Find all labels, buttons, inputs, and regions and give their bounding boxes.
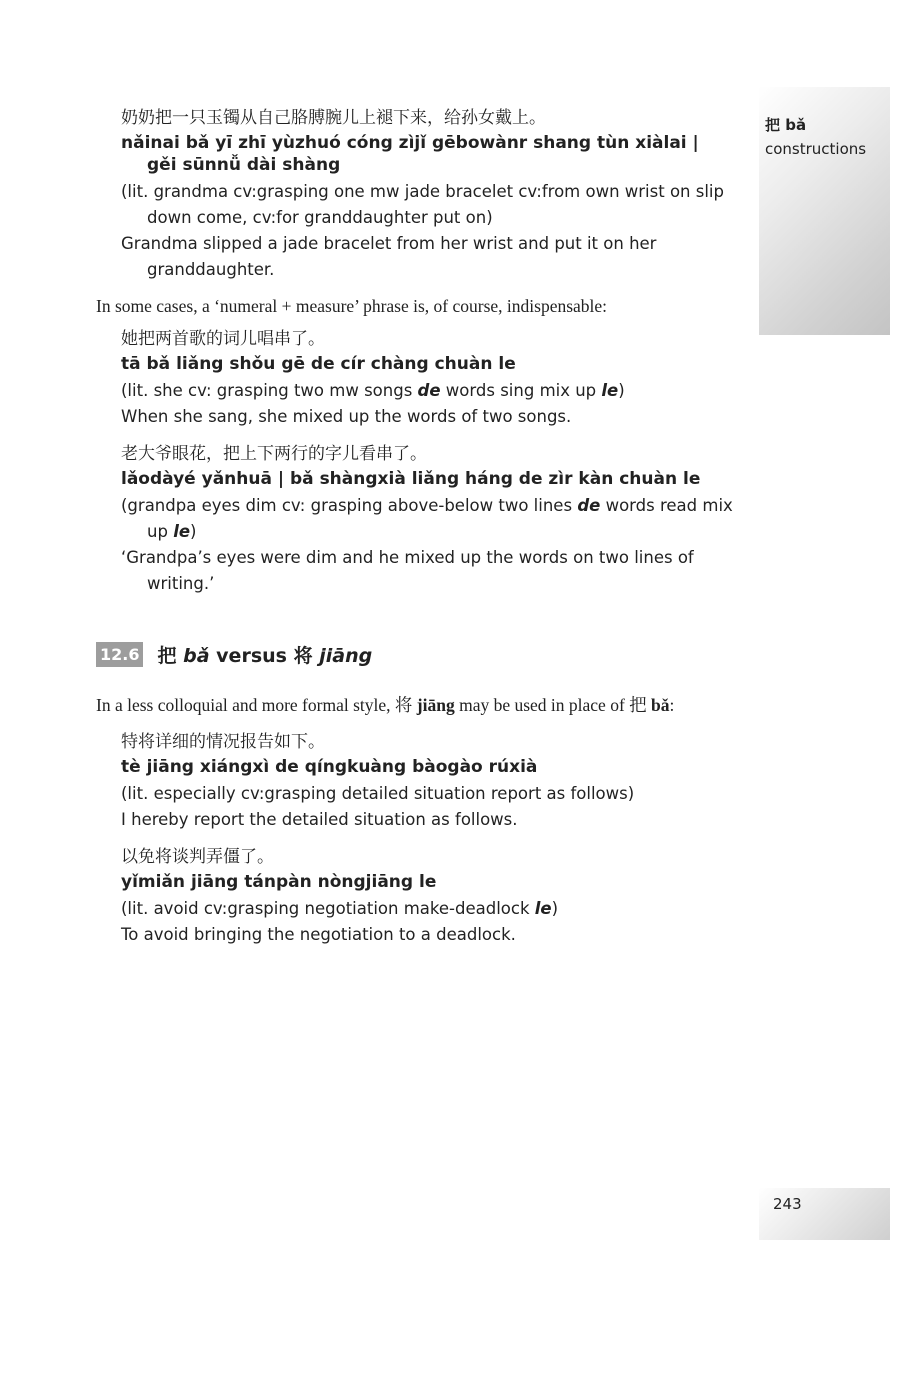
- example-grandma-bracelet: [121, 104, 738, 283]
- example-pinyin: tè jiāng xiángxì de qíngkuàng bàogào rúxià: [121, 757, 538, 777]
- example-literal: (lit. especially cv:grasping detailed situation report as follows): [121, 784, 635, 803]
- pinyin-line-1: nǎinai bǎ yī zhī yùzhuó cóng zìjǐ gēbowànr shang tùn xiàlai |: [121, 133, 699, 153]
- example-report-situation: [121, 728, 738, 833]
- pinyin-line-2: gěi sūnnǚ dài shàng: [147, 155, 341, 175]
- example-translation: Grandma slipped a jade bracelet from her wrist and put it on her granddaughter.: [121, 234, 657, 279]
- title-versus: versus: [216, 645, 287, 667]
- section-number: 12.6: [96, 642, 143, 667]
- example-chinese: 老大爷眼花，把上下两行的字儿看串了。: [121, 444, 427, 464]
- title-py-jiang: jiāng: [319, 645, 373, 667]
- page-number: 243: [773, 1195, 802, 1213]
- literal-part: words read mix up: [147, 496, 733, 541]
- example-pinyin: tā bǎ liǎng shǒu gē de cír chàng chuàn le: [121, 354, 516, 374]
- section-title: [157, 641, 372, 668]
- main-content: [96, 104, 738, 948]
- title-zh-jiang: 将: [293, 645, 313, 667]
- side-tab-label: constructions: [765, 140, 867, 158]
- example-translation: To avoid bringing the negotiation to a deadlock.: [121, 925, 516, 944]
- example-chinese: 她把两首歌的词儿唱串了。: [121, 329, 325, 349]
- literal-part: ): [190, 522, 197, 541]
- literal-le: le: [173, 522, 191, 541]
- literal-part: ): [551, 899, 559, 918]
- paragraph-jiang-formal: [96, 692, 738, 718]
- literal-de: de: [577, 496, 601, 515]
- literal-part: (grandpa eyes dim cv: grasping above-below two lines: [121, 496, 578, 515]
- section-heading: [96, 641, 738, 668]
- para-part: In a less colloquial and more formal style, 将: [96, 695, 417, 715]
- example-two-songs: [121, 325, 738, 430]
- example-translation: When she sang, she mixed up the words of two songs.: [121, 407, 572, 426]
- literal-le: le: [601, 381, 619, 400]
- example-literal: [121, 493, 738, 545]
- example-chinese: 奶奶把一只玉镯从自己胳膊腕儿上褪下来，给孙女戴上。: [121, 108, 546, 128]
- example-literal: [121, 378, 738, 404]
- example-translation: I hereby report the detailed situation as follows.: [121, 810, 518, 829]
- para-jiang: jiāng: [416, 695, 455, 715]
- page-number-box: [759, 1188, 890, 1240]
- example-pinyin: yǐmiǎn jiāng tánpàn nòngjiāng le: [121, 872, 437, 892]
- title-zh-ba: 把: [157, 645, 177, 667]
- title-py-ba: bǎ: [183, 645, 210, 667]
- literal-de: de: [417, 381, 441, 400]
- example-pinyin: [121, 132, 738, 176]
- literal-part: (lit. avoid cv:grasping negotiation make-deadlock: [121, 899, 535, 918]
- example-chinese: 特将详细的情况报告如下。: [121, 732, 325, 752]
- literal-part: words sing mix up: [440, 381, 602, 400]
- literal-le: le: [534, 899, 552, 918]
- example-pinyin: lǎodàyé yǎnhuā | bǎ shàngxià liǎng háng de zìr kàn chuàn le: [121, 469, 701, 489]
- example-translation: ‘Grandpa’s eyes were dim and he mixed up the words on two lines of writing.’: [121, 548, 694, 593]
- side-tab-title: 把 bǎ: [765, 116, 807, 134]
- para-part: :: [669, 695, 675, 715]
- example-grandpa-eyes: [121, 440, 738, 597]
- para-ba: bǎ: [651, 695, 670, 715]
- chapter-side-tab: [759, 87, 890, 335]
- para-part: may be used in place of 把: [454, 695, 652, 715]
- example-chinese: 以免将谈判弄僵了。: [121, 847, 274, 867]
- example-literal: [121, 896, 738, 922]
- example-literal: (lit. grandma cv:grasping one mw jade bracelet cv:from own wrist on slip down come, cv:for granddaughter put on): [121, 182, 724, 227]
- literal-part: (lit. she cv: grasping two mw songs: [121, 381, 418, 400]
- literal-part: ): [618, 381, 625, 400]
- example-negotiation-deadlock: [121, 843, 738, 948]
- paragraph-numeral-measure: In some cases, a ‘numeral + measure’ phrase is, of course, indispensable:: [96, 296, 608, 316]
